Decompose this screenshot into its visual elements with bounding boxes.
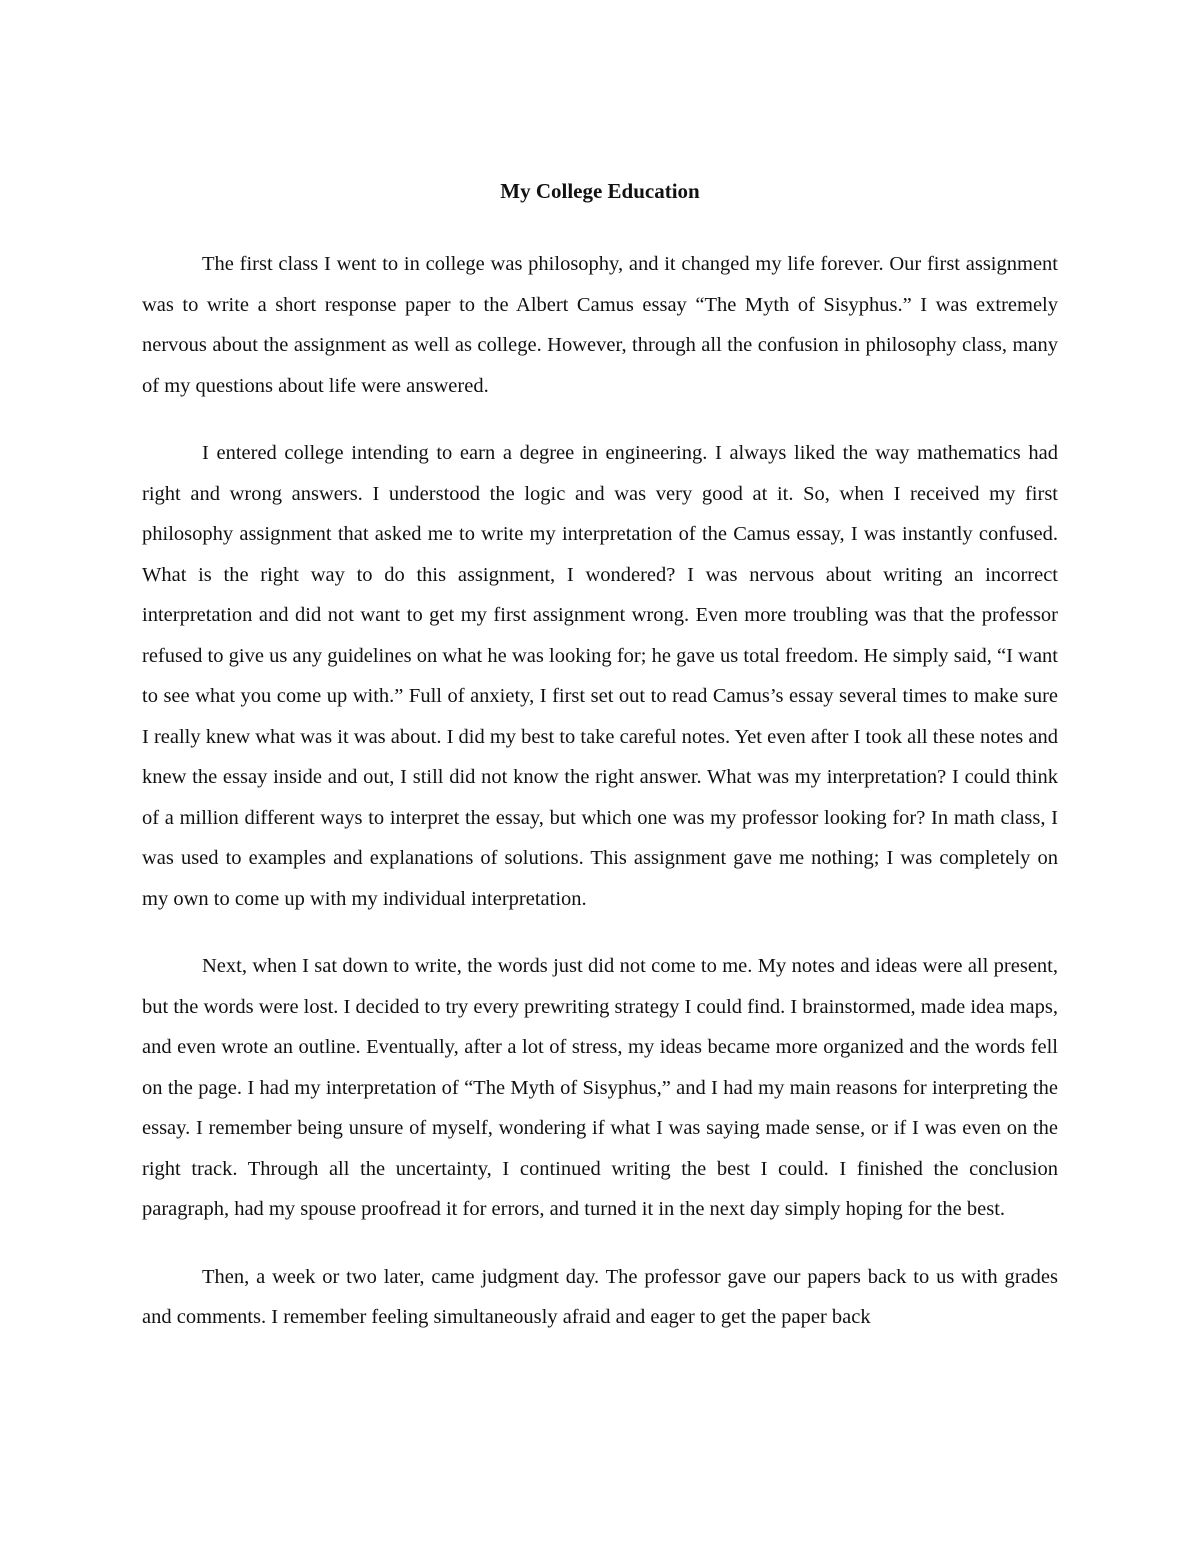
paragraph-4: Then, a week or two later, came judgment day. The professor gave our papers back to us with grades and comments. I remember feeling simultaneously afraid and eager to get the paper back — [142, 1265, 1058, 1328]
paragraph-2: I entered college intending to earn a degree in engineering. I always liked the way mathematics had right and wrong answers. I understood the logic and was very good at it. So, when I received my first philosophy assignment that asked me to write my interpretation of the Camus essay, I was instantly confused. What is the right way to do this assignment, I wondered? I was nervous about writing an incorrect interpretation and did not want to get my first assignment wrong. Even more troubling was that the professor refused to give us any guidelines on what he was looking for; he gave us total freedom. He simply said, “I want to see what you come up with.” Full of anxiety, I first set out to read Camus’s essay several times to make sure I really knew what was it was about. I did my best to take careful notes. Yet even after I took all these notes and knew the essay inside and out, I still did not know the right answer. What was my interpretation? I could think of a million different ways to interpret the essay, but which one was my professor looking for? In math class, I was used to examples and explanations of solutions. This assignment gave me nothing; I was completely on my own to come up with my individual interpretation. — [142, 442, 1058, 910]
paragraph-3: Next, when I sat down to write, the words just did not come to me. My notes and ideas were all present, but the words were lost. I decided to try every prewriting strategy I could find. I brainstormed, made idea maps, and even wrote an outline. Eventually, after a lot of stress, my ideas became more organized and the words fell on the page. I had my interpretation of “The Myth of Sisyphus,” and I had my main reasons for interpreting the essay. I remember being unsure of myself, wondering if what I was saying made sense, or if I was even on the right track. Through all the uncertainty, I continued writing the best I could. I finished the conclusion paragraph, had my spouse proofread it for errors, and turned it in the next day simply hoping for the best. — [142, 955, 1058, 1220]
document-title: My College Education — [500, 179, 700, 203]
document-body — [142, 244, 1058, 1365]
paragraph-1: The first class I went to in college was philosophy, and it changed my life forever. Our first assignment was to write a short response paper to the Albert Camus essay “The Myth of Sisyphus.” I was extremely nervous about the assignment as well as college. However, through all the confusion in philosophy class, many of my questions about life were answered. — [142, 253, 1058, 397]
